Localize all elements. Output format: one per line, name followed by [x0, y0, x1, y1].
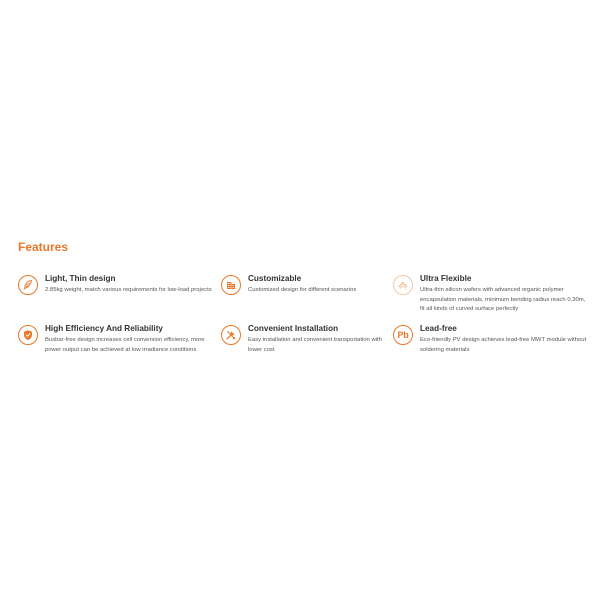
- feature-desc: Ultra-thin silicon wafers with advanced organic polymer encapsulation materials, minimum bending radius reach 0.30m, fit all kinds of curved surface perfectly: [420, 287, 586, 312]
- feature-high-efficiency: [18, 324, 218, 355]
- feature-heading: Customizable: [248, 274, 302, 283]
- feature-desc: Customized design for different scenarios: [248, 287, 357, 293]
- building-grid-icon: [221, 275, 241, 295]
- feature-convenient-installation: [221, 324, 389, 355]
- feature-heading: Lead-free: [420, 324, 457, 333]
- feature-desc: Eco-friendly PV design achieves lead-free MWT module without soldering materials: [420, 337, 587, 353]
- feather-icon: [18, 275, 38, 295]
- feature-desc: Easy installation and convenient transportation with lower cost: [248, 337, 382, 353]
- flexible-panel-icon: [393, 275, 413, 295]
- section-title: Features: [18, 240, 69, 254]
- feature-heading: High Efficiency And Reliability: [45, 324, 163, 333]
- wrench-screwdriver-icon: [221, 325, 241, 345]
- pb-icon-text: Pb: [397, 329, 409, 340]
- feature-customizable: [221, 274, 389, 296]
- feature-desc: 2.85kg weight, match various requirements for low-load projects: [45, 287, 212, 293]
- feature-light-thin: [18, 274, 218, 296]
- feature-heading: Light, Thin design: [45, 274, 116, 283]
- features-grid: [18, 260, 588, 370]
- feature-ultra-flexible: [393, 274, 588, 315]
- feature-desc: Busbar-free design increases cell conversion efficiency, more power output can be achieved at low irradiance conditions: [45, 337, 205, 353]
- feature-lead-free: [393, 324, 588, 355]
- lead-pb-icon: [393, 325, 413, 345]
- feature-heading: Ultra Flexible: [420, 274, 472, 283]
- feature-heading: Convenient Installation: [248, 324, 339, 333]
- features-section: [18, 240, 588, 370]
- shield-icon: [18, 325, 38, 345]
